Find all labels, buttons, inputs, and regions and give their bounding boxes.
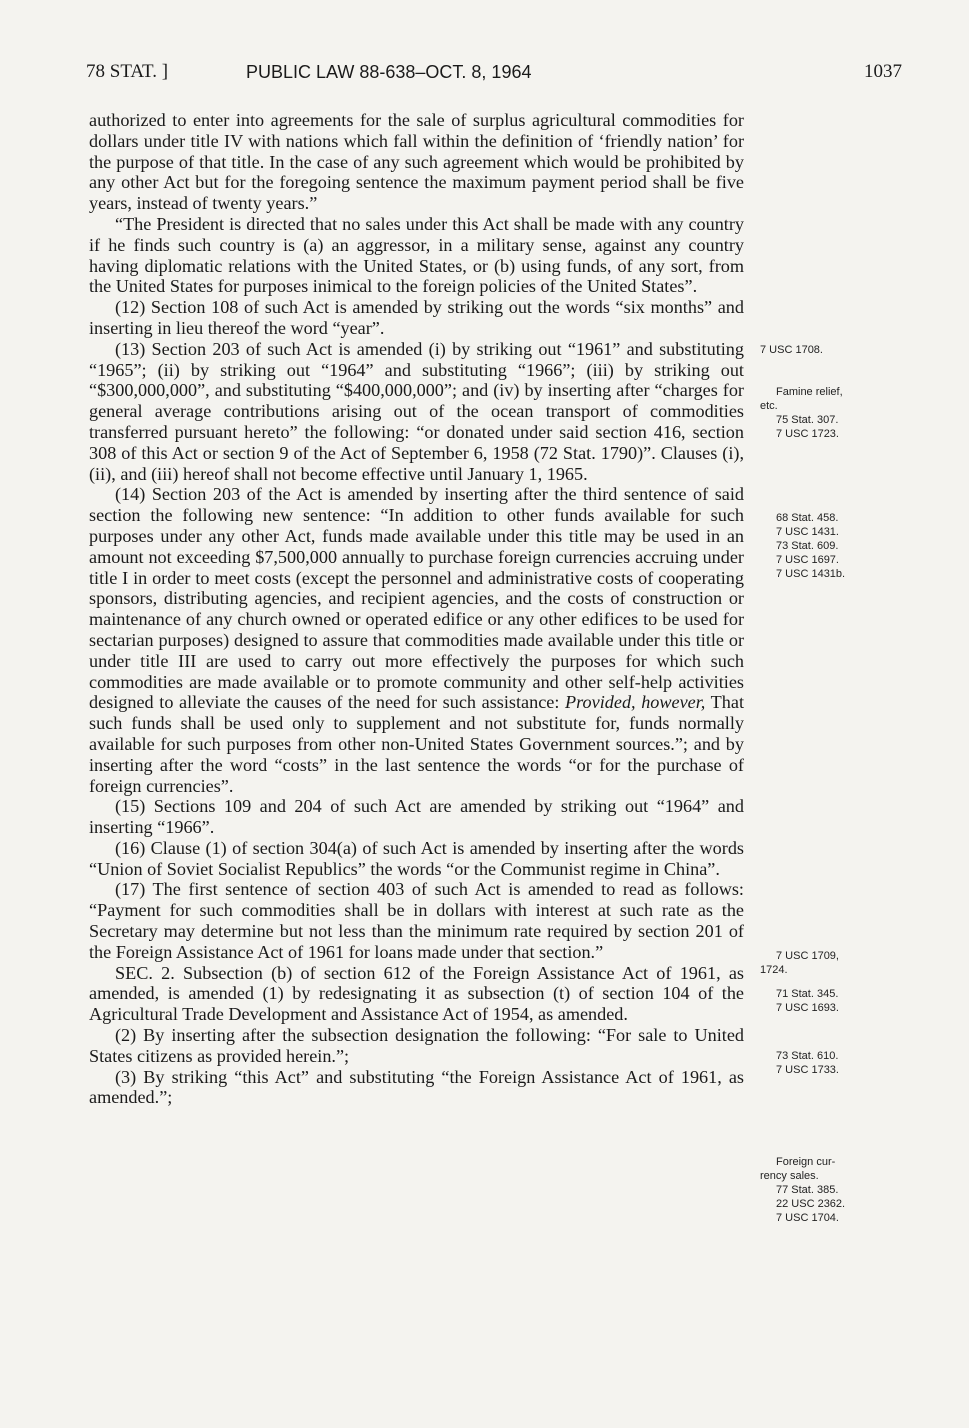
page-number: 1037 bbox=[864, 61, 902, 82]
margin-note bbox=[760, 511, 885, 581]
paragraph: (15) Sections 109 and 204 of such Act are amended by striking out “1964” and inserting “1966”. bbox=[89, 796, 744, 838]
margin-note-line: 7 USC 1733. bbox=[776, 1064, 839, 1076]
margin-note-line: 7 USC 1723. bbox=[776, 428, 839, 440]
paragraph: (17) The first sentence of section 403 of such Act is amended to read as follows: “Payment for such commodities shall be in dollars with interest at such rate as the Secretary may determine but not less than the minimum rate required by section 201 of the Foreign Assistance Act of 1961 for loans made under that section.” bbox=[89, 879, 744, 962]
margin-note-line: 7 USC 1697. bbox=[776, 554, 839, 566]
paragraph: (13) Section 203 of such Act is amended (i) by striking out “1961” and substituting “1965”; (ii) by striking out “1964” and substituting “1966”; (iii) by striking out “$300,000,000”, and substituting “$400,000,000”; and (iv) by inserting after “charges for general average contributions arising out of the ocean transport of commodities transferred pursuant hereto” the following: “or donated under said section 416, section 308 of this Act or section 9 of the Act of September 6, 1958 (72 Stat. 1790)”. Clauses (i), (ii), and (iii) hereof shall not become effective until January 1, 1965. bbox=[89, 338, 744, 484]
margin-note bbox=[760, 343, 885, 357]
paragraph bbox=[89, 963, 744, 1025]
margin-note-line: 75 Stat. 307. bbox=[776, 414, 839, 426]
margin-note-line: 7 USC 1431. bbox=[776, 526, 839, 538]
margin-note-line: 22 USC 2362. bbox=[776, 1198, 846, 1210]
margin-note bbox=[760, 949, 885, 977]
paragraph-text: That such funds shall be used only to supplement and not substitute for, funds normally available for such purposes from other non-United States Government sources.”; and by inserting after the word “costs” in the last sentence the words “or for the purchase of foreign currencies”. bbox=[89, 692, 745, 796]
page-title: PUBLIC LAW 88-638–OCT. 8, 1964 bbox=[246, 62, 532, 82]
margin-note-line: rency sales. bbox=[760, 1170, 819, 1182]
margin-note bbox=[760, 1155, 885, 1225]
margin-note-line: 71 Stat. 345. bbox=[776, 988, 839, 1000]
paragraph: authorized to enter into agreements for the sale of surplus agricultural commodities for dollars under title IV with nations which fall within the definition of ‘friendly nation’ for the purpose of that title. In the case of any such agreement which would be prohibited by any other Act but for the foregoing sentence the maximum payment period shall be five years, instead of twenty years.” bbox=[89, 110, 744, 214]
paragraph-text: (14) Section 203 of the Act is amended by inserting after the third sentence of said section the following new sentence: “In addition to other funds available for such purposes under any other Act, funds made available under this title may be used in an amount not exceeding $7,500,000 annually to purchase foreign currencies accruing under title I in order to meet costs (except the personnel and administrative costs of cooperating sponsors, distributing agencies, and recipient agencies, and the costs of construction or maintenance of any church owned or operated edifice or any other edifices to be used for sectarian purposes) designed to assure that commodities made available under this title or under title III are used to carry out more effectively the purposes for which such commodities are made available or to promote community and other self-help activities designed to alleviate the causes of the need for such assistance: bbox=[89, 484, 744, 713]
provided-clause: Provided, however, bbox=[565, 692, 706, 713]
paragraph: “The President is directed that no sales under this Act shall be made with any country if he finds such country is (a) an aggressor, in a military sense, against any country having diplomatic relations with the United States, or (b) using funds, of any sort, from the United States for purposes inimical to the foreign policies of the United States”. bbox=[89, 213, 744, 297]
margin-note-line: 7 USC 1704. bbox=[776, 1212, 839, 1224]
paragraph bbox=[89, 484, 744, 796]
margin-note bbox=[760, 1049, 885, 1077]
margin-note-line: 68 Stat. 458. bbox=[776, 512, 839, 524]
margin-note-line: 73 Stat. 609. bbox=[776, 540, 839, 552]
paragraph: (3) By striking “this Act” and substituting “the Foreign Assistance Act of 1961, as amended.”; bbox=[89, 1066, 744, 1108]
margin-note-line: 7 USC 1708. bbox=[760, 344, 823, 356]
margin-note-line: 73 Stat. 610. bbox=[776, 1050, 839, 1062]
margin-note-line: etc. bbox=[760, 400, 778, 412]
margin-note-line: 1724. bbox=[760, 964, 788, 976]
stat-reference: 78 STAT. ] bbox=[86, 61, 169, 82]
paragraph: (2) By inserting after the subsection designation the following: “For sale to United States citizens as provided herein.”; bbox=[89, 1025, 744, 1066]
body-text bbox=[89, 110, 744, 1108]
section-label: SEC. 2. bbox=[115, 962, 175, 983]
margin-note-line: 7 USC 1431b. bbox=[776, 568, 846, 580]
margin-note-line: Famine relief, bbox=[776, 386, 843, 398]
margin-note-line: 7 USC 1709, bbox=[776, 950, 839, 962]
paragraph: (16) Clause (1) of section 304(a) of such Act is amended by inserting after the words “Union of Soviet Socialist Republics” the words “or the Communist regime in China”. bbox=[89, 837, 744, 879]
paragraph: (12) Section 108 of such Act is amended by striking out the words “six months” and inserting in lieu thereof the word “year”. bbox=[89, 297, 744, 338]
margin-note bbox=[760, 987, 885, 1015]
margin-note bbox=[760, 385, 885, 441]
margin-note-line: Foreign cur- bbox=[776, 1156, 836, 1168]
page-header bbox=[86, 60, 902, 86]
paragraph-text: Subsection (b) of section 612 of the Foreign Assistance Act of 1961, as amended, is amended (1) by redesignating it as subsection (t) of section 104 of the Agricultural Trade Development and Assistance Act of 1954, as amended. bbox=[89, 962, 744, 1025]
margin-note-line: 7 USC 1693. bbox=[776, 1002, 839, 1014]
margin-note-line: 77 Stat. 385. bbox=[776, 1184, 839, 1196]
